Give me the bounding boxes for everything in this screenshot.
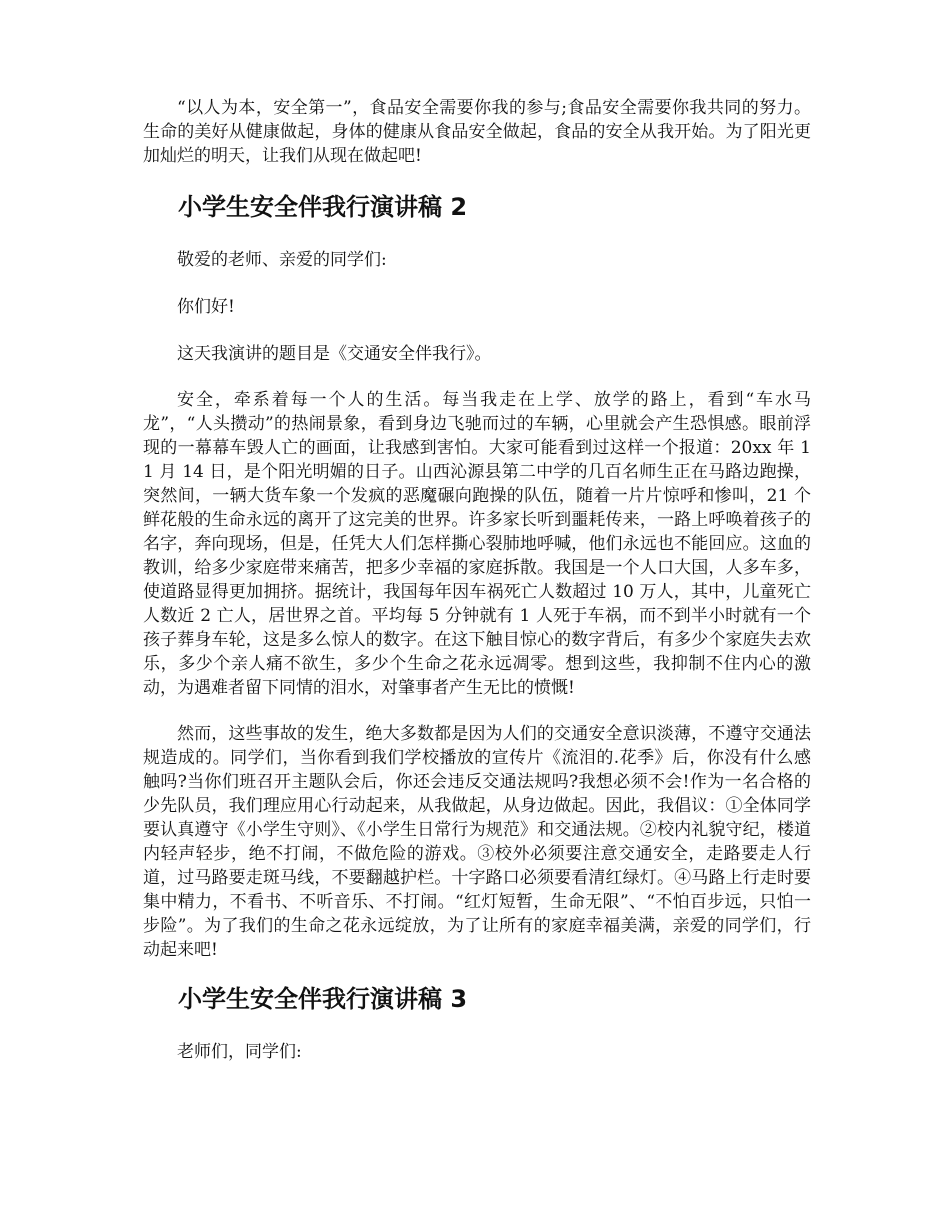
section-3-heading: 小学生安全伴我行演讲稿 3 (178, 985, 468, 1013)
section-2-paragraph-1: 安全，牵系着每一个人的生活。每当我走在上学、放学的路上，看到“车水马龙”，“人头攒动”的热闹景象，看到身边飞驰而过的车辆，心里就会产生恐惧感。眼前浮现的一幕幕车毁人亡的画面，让我感到害怕。大家可能看到过这样一个报道：20xx 年 11 月 14 日，是个阳光明媚的日子。山西沁源县第二中学的几百名师生正在马路边跑操，突然间，一辆大货车象一个发疯的恶魔碾向跑操的队伍，随着一片片惊呼和惨叫，21 个鲜花般的生命永远的离开了这完美的世界。许多家长听到噩耗传来，一路上呼唤着孩子的名字，奔向现场，但是，任凭大人们怎样撕心裂肺地呼喊，他们永远也不能回应。这血的教训，给多少家庭带来痛苦，把多少幸福的家庭拆散。我国是一个人口大国，人多车多，使道路显得更加拥挤。据统计，我国每年因车祸死亡人数超过 10 万人，其中，儿童死亡人数近 2 亡人，居世界之首。平均每 5 分钟就有 1 人死于车祸，而不到半小时就有一个孩子葬身车轮，这是多么惊人的数字。在这下触目惊心的数字背后，有多少个家庭失去欢乐，多少个亲人痛不欲生，多少个生命之花永远凋零。想到这些，我抑制不住内心的激动，为遇难者留下同情的泪水，对肇事者产生无比的愤慨! (143, 390, 811, 698)
intro-paragraph: “以人为本，安全第一”，食品安全需要你我的参与;食品安全需要你我共同的努力。生命的美好从健康做起，身体的健康从食品安全做起，食品的安全从我开始。为了阳光更加灿烂的明天，让我们从现在做起吧! (143, 98, 811, 166)
section-2-topic-line: 这天我演讲的题目是《交通安全伴我行》。 (177, 344, 492, 364)
section-2-salutation: 敬爱的老师、亲爱的同学们: (177, 250, 387, 270)
section-2-greeting: 你们好! (177, 297, 235, 317)
section-2-heading: 小学生安全伴我行演讲稿 2 (178, 193, 468, 221)
document-page (143, 96, 811, 1064)
section-2-paragraph-2: 然而，这些事故的发生，绝大多数都是因为人们的交通安全意识淡薄，不遵守交通法规造成的。同学们，当你看到我们学校播放的宣传片《流泪的.花季》后，你没有什么感触吗?当你们班召开主题队会后，你还会违反交通法规吗?我想必须不会!作为一名合格的少先队员，我们理应用心行动起来，从我做起，从身边做起。因此，我倡议：①全体同学要认真遵守《小学生守则》、《小学生日常行为规范》和交通法规。②校内礼貌守纪，楼道内轻声轻步，绝不打闹，不做危险的游戏。③校外必须要注意交通安全，走路要走人行道，过马路要走斑马线，不要翻越护栏。十字路口必须要看清红绿灯。④马路上行走时要集中精力，不看书、不听音乐、不打闹。“红灯短暂，生命无限”、“不怕百步远，只怕一步险”。为了我们的生命之花永远绽放，为了让所有的家庭幸福美满，亲爱的同学们，行动起来吧! (143, 724, 811, 960)
section-3-salutation: 老师们，同学们: (177, 1042, 302, 1062)
